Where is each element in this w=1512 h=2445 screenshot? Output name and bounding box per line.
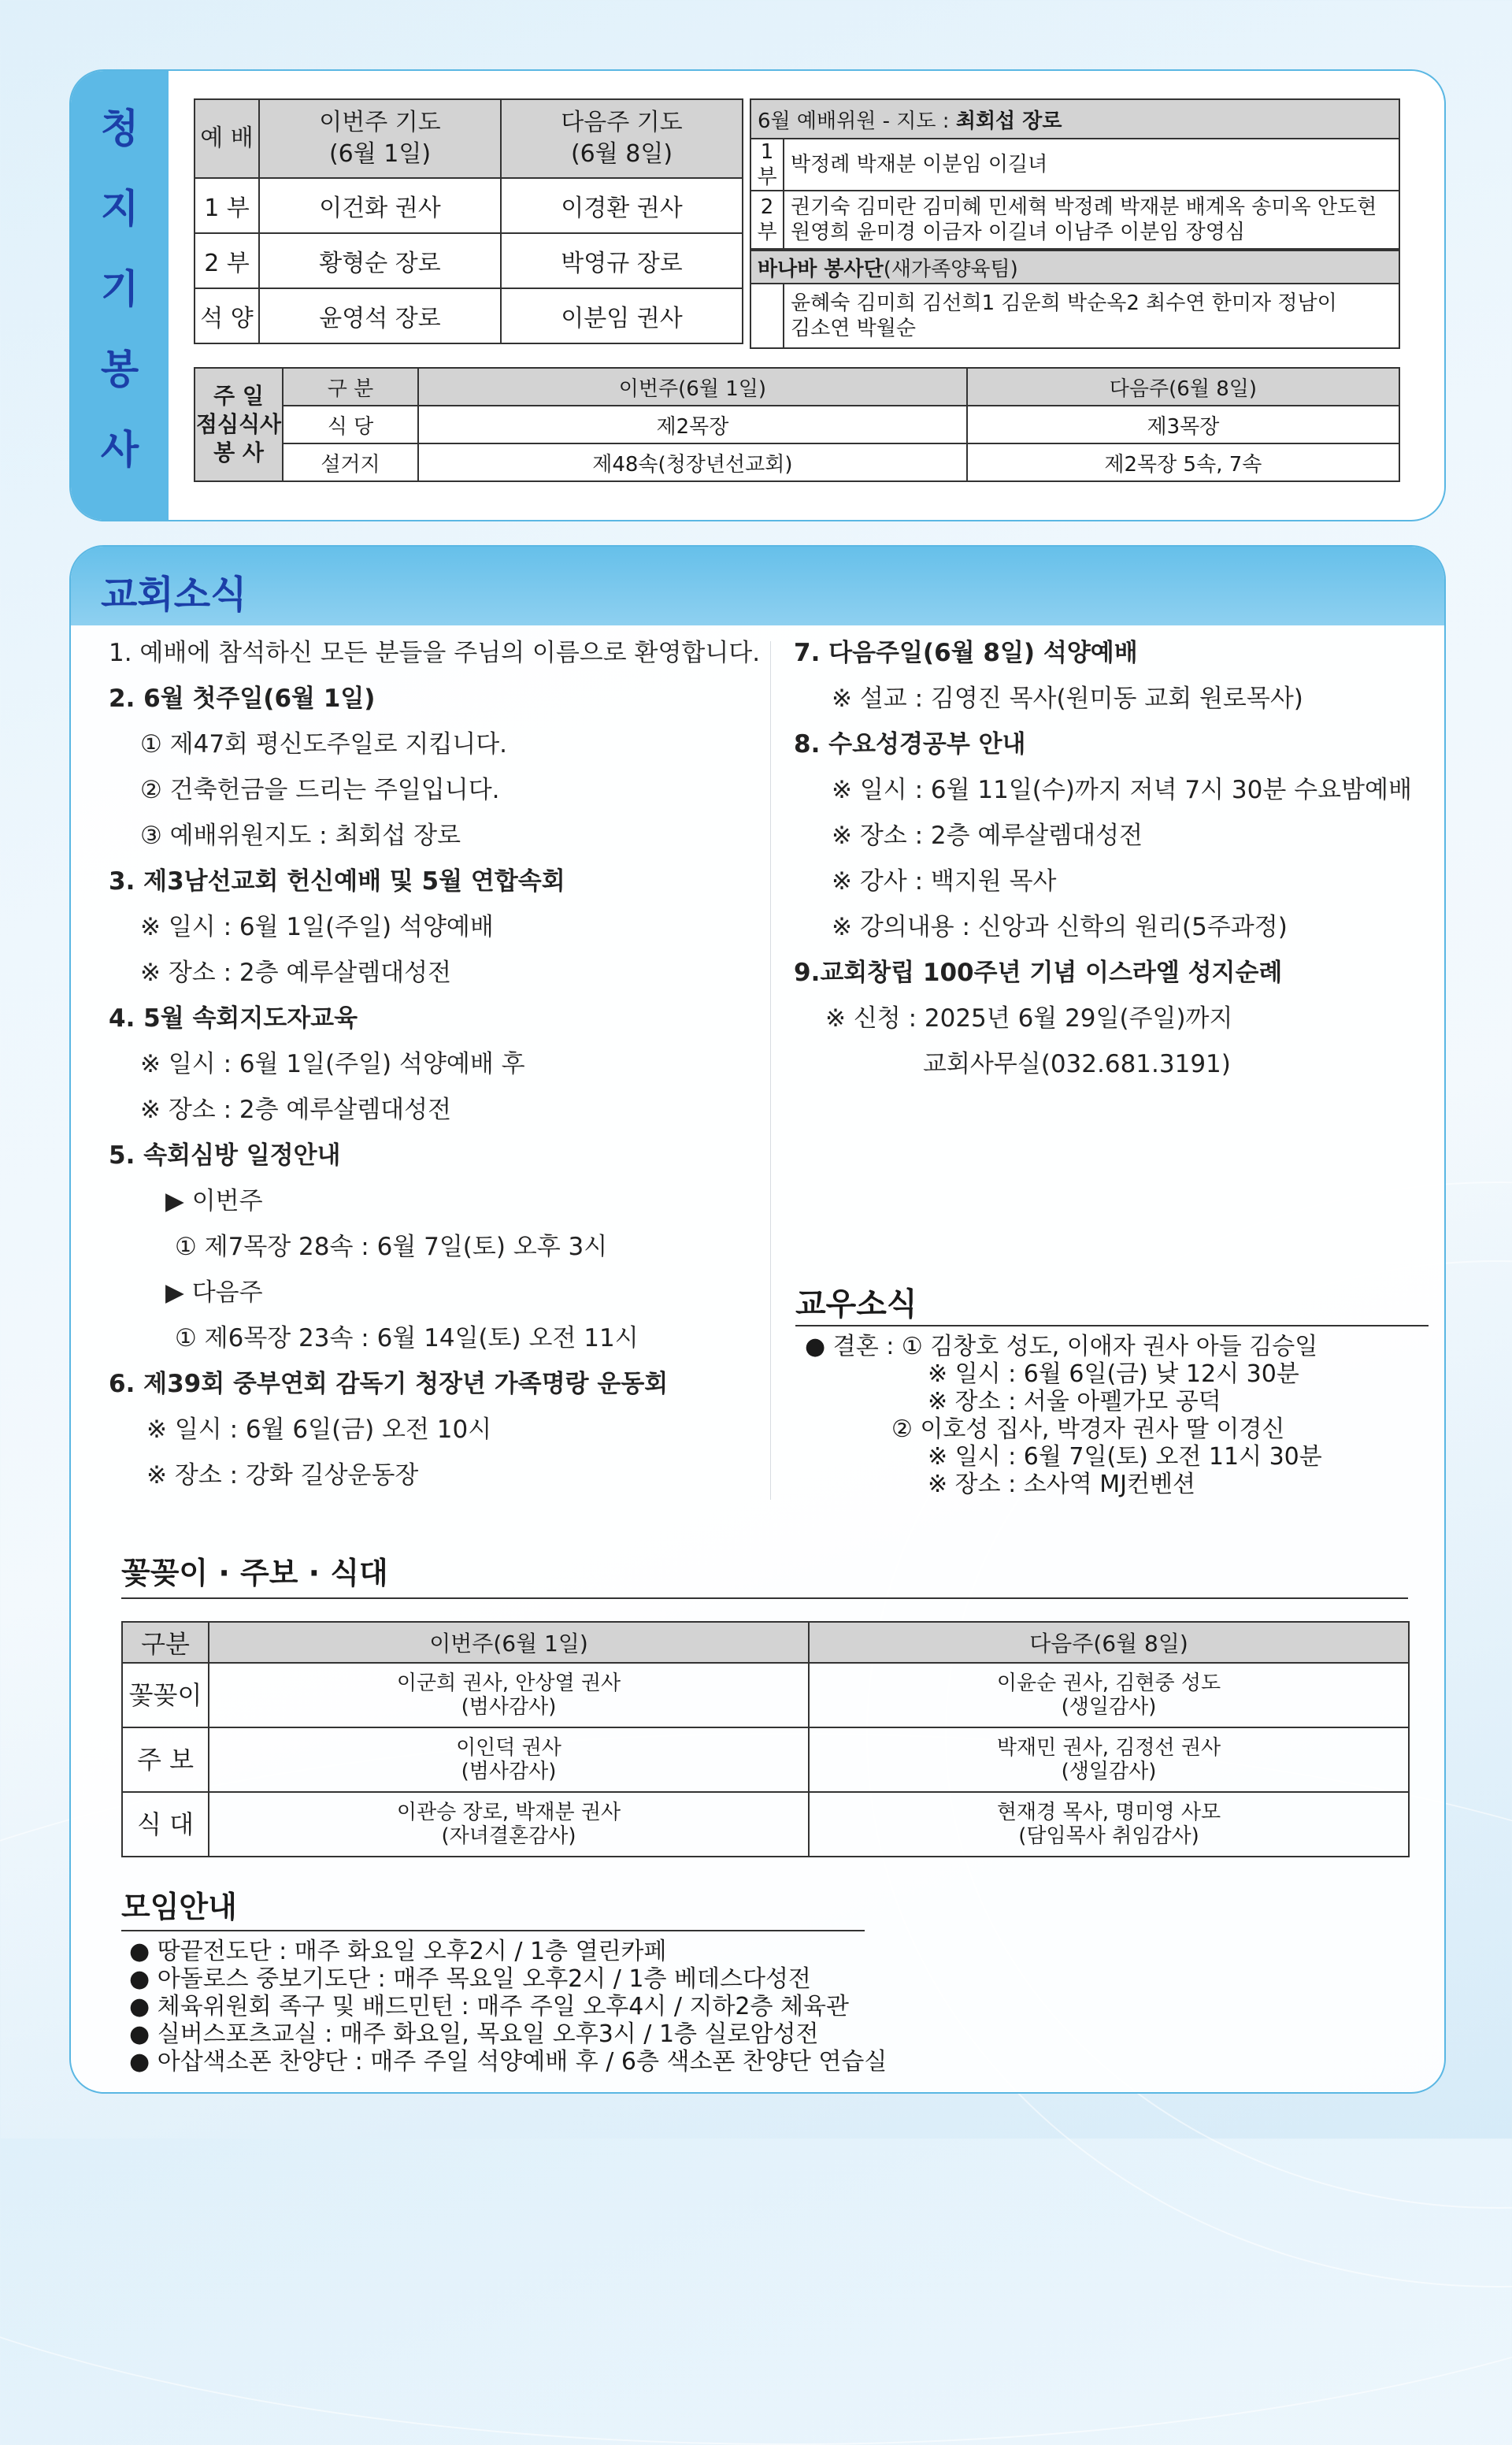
side-char: 봉 [100,347,139,392]
table-cell: 식 당 [283,406,418,443]
side-char: 사 [100,427,139,473]
flower-table [121,1621,1410,1857]
alumni-item: ※ 일시 : 6월 7일(토) 오전 11시 30분 [928,1443,1322,1471]
news-item: 교회사무실(032.681.3191) [923,1050,1231,1078]
alumni-title: 교우소식 [795,1286,917,1323]
table-cell: 박재민 권사, 김정선 권사 (생일감사) [809,1727,1409,1792]
news-item: ※ 일시 : 6월 1일(주일) 석양예배 [140,913,494,941]
alumni-item: ※ 장소 : 소사역 MJ컨벤션 [928,1471,1195,1498]
header-cell: 예 배 [195,99,259,178]
news-right-column [794,630,1424,1087]
divider [121,1930,865,1931]
table-header-row [195,99,743,178]
alumni-item: ※ 장소 : 서울 아펠가모 공덕 [928,1388,1221,1415]
news-item: ※ 일시 : 6월 1일(주일) 석양예배 후 [140,1050,525,1078]
divider [121,1597,1408,1599]
header-cell: 이번주(6월 1일) [209,1622,809,1663]
table-header-row [195,368,1399,406]
news-left-column [109,630,817,1498]
news-item: ① 제6목장 23속 : 6월 14일(토) 오전 11시 [175,1324,639,1352]
table-row [750,284,1399,348]
news-item: 4. 5월 속회지도자교육 [109,1004,358,1033]
table-cell: 제3목장 [967,406,1399,443]
table-cell: 2 부 [195,233,259,288]
list-item: ● 땅끝전도단 : 매주 화요일 오후2시 / 1층 열린카페 [129,1938,667,1965]
table-cell: 황형순 장로 [259,233,501,288]
table-row [750,191,1399,249]
alumni-item: ※ 일시 : 6월 6일(금) 낮 12시 30분 [928,1360,1299,1388]
table-cell: 제2목장 [418,406,967,443]
table-row [122,1792,1409,1857]
header-cell: 이번주(6월 1일) [418,368,967,406]
title-prefix: 6월 예배위원 - 지도 : [758,109,956,133]
table-cell: 주 보 [122,1727,209,1792]
news-item: ③ 예배위원지도 : 최회섭 장로 [140,822,461,850]
news-item: 9.교회창립 100주년 기념 이스라엘 성지순례 [794,959,1283,987]
news-item: 1. 예배에 참석하신 모든 분들을 주님의 이름으로 환영합니다. [109,639,761,667]
table-cell: 1 부 [195,178,259,233]
table-header-row [750,99,1399,139]
alumni-item: ● 결혼 : ① 김창호 성도, 이애자 권사 아들 김승일 [805,1333,1318,1360]
lunch-service-table [194,367,1400,482]
news-title: 교회소식 [101,573,247,617]
table-cell: 꽃꽂이 [122,1663,209,1727]
table-row [122,1663,1409,1727]
table-row [195,233,743,288]
meetings-list [129,1938,887,2076]
side-char: 지 [100,186,139,232]
barnabas-title [750,250,1399,284]
news-item: ② 건축헌금을 드리는 주일입니다. [140,776,500,804]
news-item: ※ 장소 : 2층 예루살렘대성전 [832,822,1143,850]
news-item: ※ 장소 : 강화 길상운동장 [146,1461,419,1490]
news-card [69,545,1446,2094]
news-item: ※ 신청 : 2025년 6월 29일(주일)까지 [825,1004,1233,1033]
steward-side-title [71,71,169,521]
side-char: 청 [100,106,139,151]
news-item: ※ 장소 : 2층 예루살렘대성전 [140,1096,452,1124]
table-cell: 1부 [750,139,784,191]
list-item: ● 실버스포츠교실 : 매주 화요일, 목요일 오후3시 / 1층 실로암성전 [129,2020,819,2048]
table-cell: 이군희 권사, 안상열 권사 (범사감사) [209,1663,809,1727]
table-cell: 제48속(청장년선교회) [418,443,967,481]
table-cell: 제2목장 5속, 7속 [967,443,1399,481]
table-row [195,406,1399,443]
table-cell: 권기숙 김미란 김미혜 민세혁 박정례 박재분 배계옥 송미옥 안도현 원영희 윤미경 이금자 이길녀 이남주 이분임 장영심 [784,191,1399,249]
news-item: ※ 강의내용 : 신앙과 신학의 원리(5주과정) [832,913,1288,941]
meetings-title: 모임안내 [121,1890,237,1924]
news-item: ※ 강사 : 백지원 목사 [832,867,1057,896]
alumni-item: ② 이호성 집사, 박경자 권사 딸 이경신 [891,1415,1285,1443]
header-cell: 다음주(6월 8일) [967,368,1399,406]
news-item: ※ 설교 : 김영진 목사(원미동 교회 원로목사) [832,685,1303,713]
table-cell [750,284,784,348]
title-bold: 최회섭 장로 [955,109,1062,133]
table-cell: 현재경 목사, 명미영 사모 (담임목사 취임감사) [809,1792,1409,1857]
barnabas-table [750,250,1400,349]
table-cell: 이건화 권사 [259,178,501,233]
header-cell: 구분 [122,1622,209,1663]
news-item: 7. 다음주일(6월 8일) 석양예배 [794,639,1138,667]
flower-title: 꽃꽂이 · 주보 · 식대 [121,1556,388,1590]
table-header-row [750,250,1399,284]
news-item: 5. 속회심방 일정안내 [109,1141,341,1170]
header-cell: 이번주 기도 (6월 1일) [259,99,501,178]
header-cell: 다음주(6월 8일) [809,1622,1409,1663]
news-item: ※ 장소 : 2층 예루살렘대성전 [140,959,452,987]
table-cell: 이관승 장로, 박재분 권사 (자녀결혼감사) [209,1792,809,1857]
news-item: ▶ 이번주 [165,1187,263,1215]
table-header-row [122,1622,1409,1663]
news-item: ① 제47회 평신도주일로 지킵니다. [140,730,508,759]
table-cell: 식 대 [122,1792,209,1857]
table-cell: 박정례 박재분 이분임 이길녀 [784,139,1399,191]
news-item: 6. 제39회 중부연회 감독기 청장년 가족명랑 운동회 [109,1370,669,1398]
news-item: ① 제7목장 28속 : 6월 7일(토) 오후 3시 [175,1233,608,1261]
table-cell: 이인덕 권사 (범사감사) [209,1727,809,1792]
title-sub: (새가족양육팀) [883,257,1018,281]
news-item: ▶ 다음주 [165,1278,263,1307]
worship-committee-table [750,98,1400,250]
header-cell: 구 분 [283,368,418,406]
table-cell: 윤혜숙 김미희 김선희1 김운희 박순옥2 최수연 한미자 정남이 김소연 박월순 [784,284,1399,348]
worship-committee-title [750,99,1399,139]
news-item: 8. 수요성경공부 안내 [794,730,1026,759]
table-cell: 2부 [750,191,784,249]
news-item: ※ 일시 : 6월 6일(금) 오전 10시 [146,1415,492,1444]
list-item: ● 아삽색소폰 찬양단 : 매주 주일 석양예배 후 / 6층 색소폰 찬양단 연습실 [129,2048,888,2076]
news-item: ※ 일시 : 6월 11일(수)까지 저녁 7시 30분 수요밤예배 [832,776,1412,804]
table-cell: 설거지 [283,443,418,481]
news-header [71,547,1444,625]
table-row [122,1727,1409,1792]
table-cell: 윤영석 장로 [259,288,501,343]
table-row [195,443,1399,481]
table-row [750,139,1399,191]
table-row [195,178,743,233]
table-row [195,288,743,343]
divider [795,1325,1429,1326]
title-bold: 바나바 봉사단 [758,257,884,281]
alumni-list [805,1333,1322,1498]
table-cell: 박영규 장로 [501,233,743,288]
table-cell: 이경환 권사 [501,178,743,233]
header-cell: 다음주 기도 (6월 8일) [501,99,743,178]
table-cell: 석 양 [195,288,259,343]
side-char: 기 [100,266,139,312]
list-item: ● 아돌로스 중보기도단 : 매주 목요일 오후2시 / 1층 베데스다성전 [129,1965,811,1993]
news-item: 2. 6월 첫주일(6월 1일) [109,685,376,713]
news-item: 3. 제3남선교회 헌신예배 및 5월 연합속회 [109,867,565,896]
list-item: ● 체육위원회 족구 및 배드민턴 : 매주 주일 오후4시 / 지하2층 체육관 [129,1993,849,2020]
table-cell: 이분임 권사 [501,288,743,343]
table-cell: 이윤순 권사, 김현중 성도 (생일감사) [809,1663,1409,1727]
lunch-side-label: 주 일 점심식사 봉 사 [195,368,283,481]
prayer-table [194,98,743,344]
